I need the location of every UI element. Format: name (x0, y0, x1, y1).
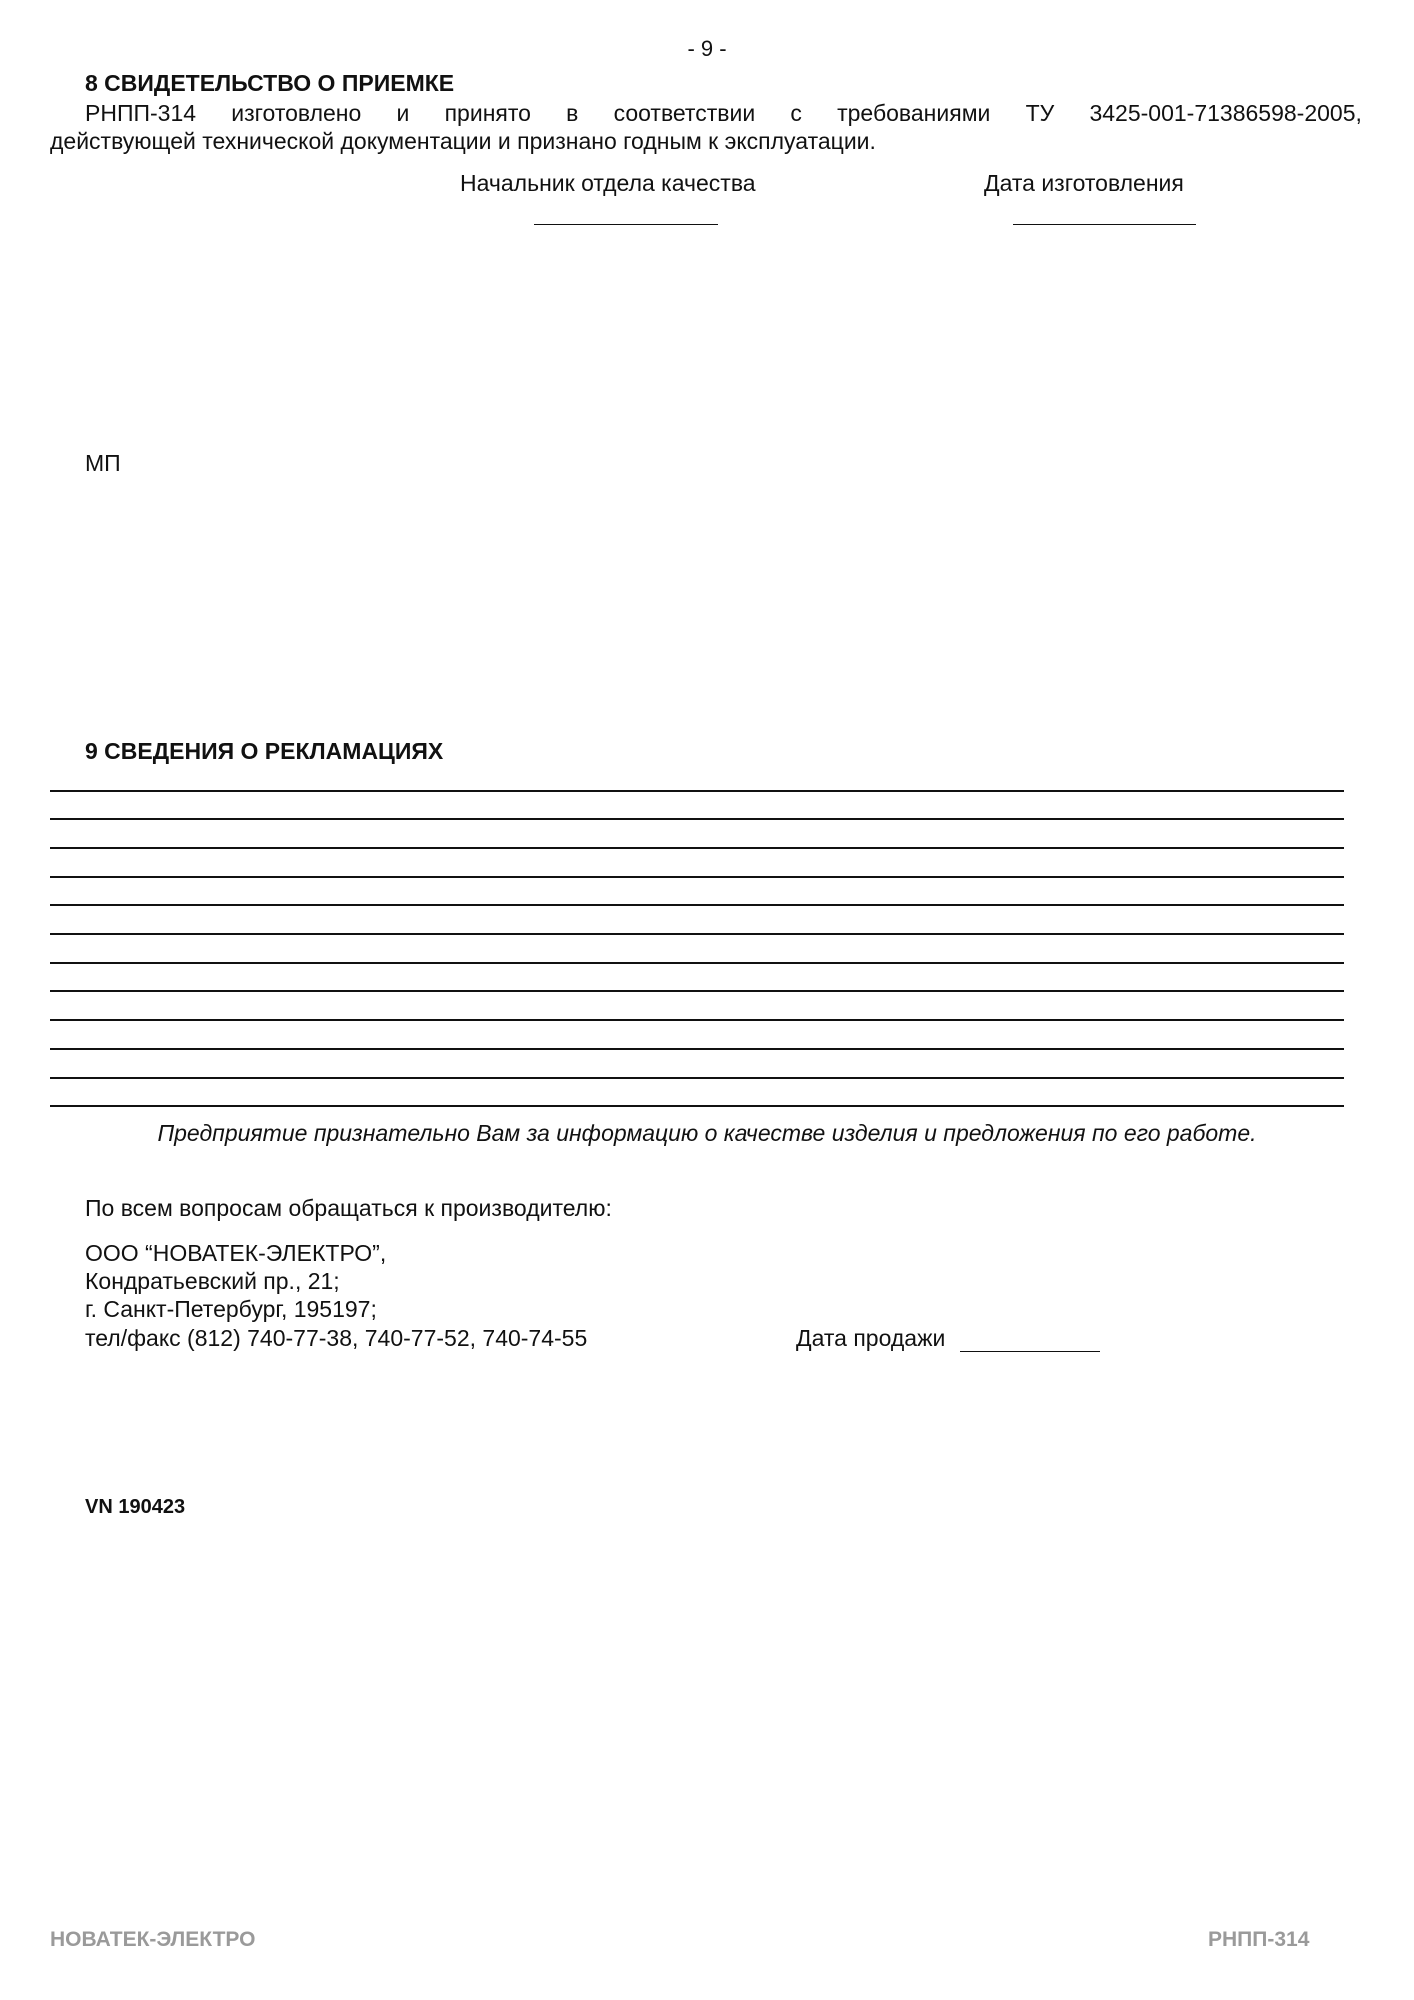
word: в (566, 100, 579, 126)
page-number: - 9 - (687, 36, 727, 61)
word: принято (444, 100, 531, 126)
quality-head-label: Начальник отдела качества (460, 170, 756, 196)
sale-date-line (960, 1351, 1100, 1352)
company-name: ООО “НОВАТЕК-ЭЛЕКТРО”, (85, 1240, 387, 1266)
stamp-label: МП (85, 450, 121, 476)
thanks-note: Предприятие признательно Вам за информацию о качестве изделия и предложения по его работе. (157, 1120, 1257, 1146)
word: ТУ (1025, 100, 1055, 126)
phone-fax: тел/факс (812) 740-77-38, 740-77-52, 740-74-55 (85, 1325, 588, 1351)
word: с (790, 100, 802, 126)
word: РНПП-314 (85, 100, 197, 126)
claims-rule (50, 1019, 1344, 1021)
city-address: г. Санкт-Петербург, 195197; (85, 1296, 377, 1322)
sale-date-label: Дата продажи (796, 1325, 946, 1351)
manufacture-date-line (1013, 224, 1196, 225)
claims-section-title: 9 СВЕДЕНИЯ О РЕКЛАМАЦИЯХ (85, 738, 444, 764)
footer-product: РНПП-314 (1208, 1928, 1310, 1951)
manufacture-date-label: Дата изготовления (984, 170, 1184, 196)
acceptance-paragraph-line-1 (85, 100, 1362, 127)
acceptance-section-title: 8 СВИДЕТЕЛЬСТВО О ПРИЕМКЕ (85, 70, 455, 96)
claims-rule (50, 1105, 1344, 1107)
claims-rule (50, 990, 1344, 992)
claims-rule (50, 933, 1344, 935)
contacts-intro: По всем вопросам обращаться к производителю: (85, 1195, 612, 1221)
claims-rule (50, 790, 1344, 792)
acceptance-paragraph-line-2: действующей технической документации и признано годным к эксплуатации. (50, 128, 876, 154)
claims-rule (50, 904, 1344, 906)
claims-rule (50, 962, 1344, 964)
word: и (396, 100, 410, 126)
word: изготовлено (231, 100, 362, 126)
claims-rule (50, 847, 1344, 849)
street-address: Кондратьевский пр., 21; (85, 1268, 340, 1294)
claims-rule (50, 876, 1344, 878)
word: соответствии (613, 100, 756, 126)
word: требованиями (837, 100, 991, 126)
claims-rule (50, 818, 1344, 820)
claims-rule (50, 1048, 1344, 1050)
word: 3425-001-71386598-2005, (1089, 100, 1362, 126)
version-code: VN 190423 (85, 1496, 186, 1518)
claims-rule (50, 1077, 1344, 1079)
footer-company: НОВАТЕК-ЭЛЕКТРО (50, 1928, 256, 1951)
quality-head-signature-line (534, 224, 718, 225)
